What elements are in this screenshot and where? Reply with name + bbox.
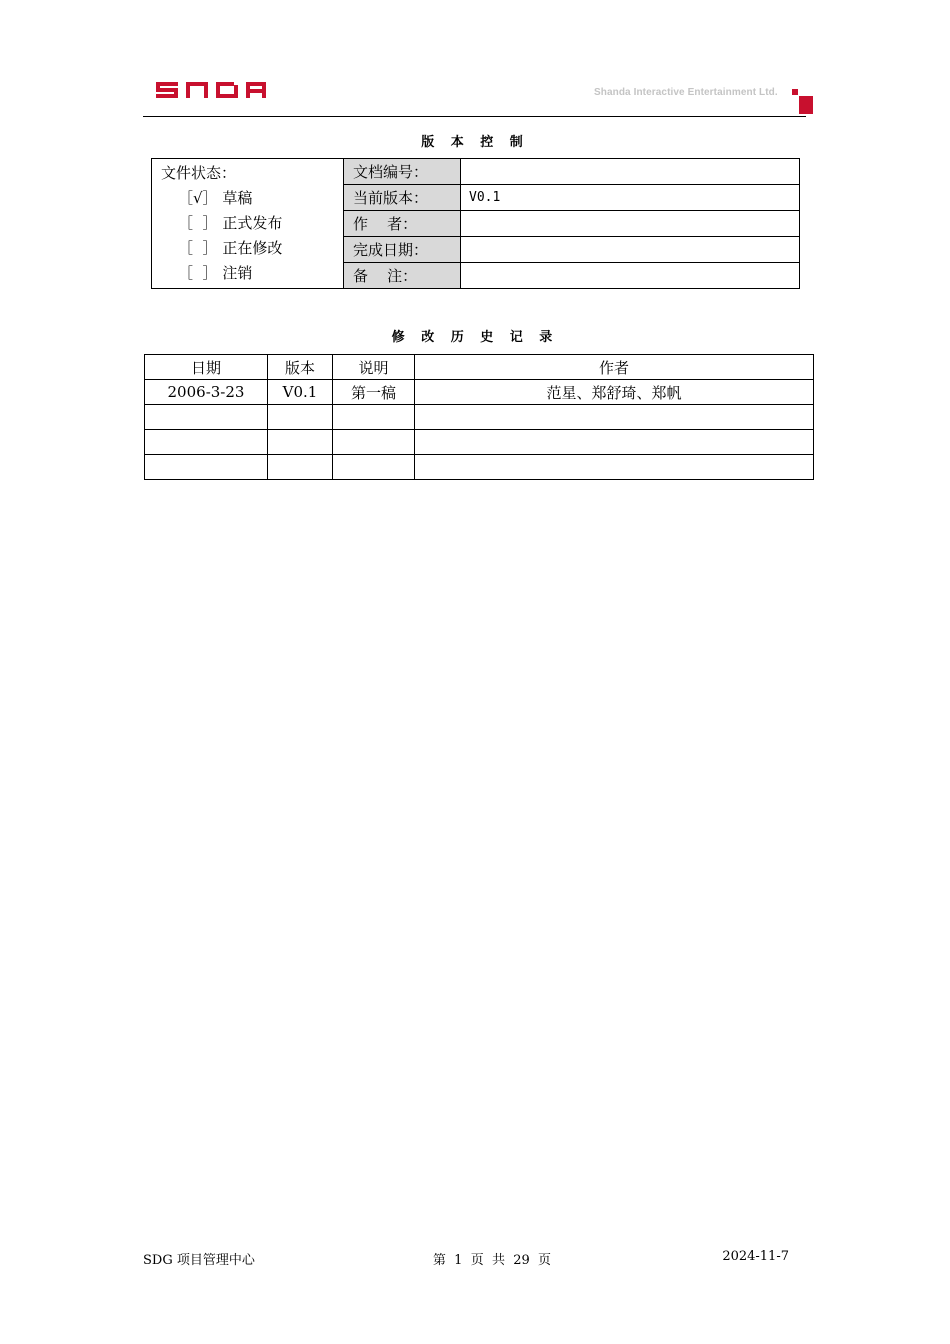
completion-date-value bbox=[461, 237, 800, 263]
current-version-value: V0.1 bbox=[461, 185, 800, 211]
footer-page-number: 第 1 页 共 29 页 bbox=[432, 1253, 552, 1268]
cell-description bbox=[333, 455, 415, 480]
cell-version bbox=[268, 430, 333, 455]
table-row bbox=[145, 430, 814, 455]
revision-history-table bbox=[144, 354, 814, 480]
doc-number-label: 文档编号： bbox=[344, 159, 461, 185]
completion-date-label: 完成日期： bbox=[344, 237, 461, 263]
cell-version: V0.1 bbox=[268, 380, 333, 405]
current-version-label: 当前版本： bbox=[344, 185, 461, 211]
author-label: 作 者： bbox=[344, 211, 461, 237]
status-option-modifying: ［ ］ 正在修改 bbox=[178, 239, 283, 257]
revision-history-title: 修 改 历 史 记 录 bbox=[391, 330, 559, 345]
cell-date bbox=[145, 430, 268, 455]
column-header-author: 作者 bbox=[415, 355, 814, 380]
cell-description bbox=[333, 430, 415, 455]
company-name: Shanda Interactive Entertainment Ltd. bbox=[594, 87, 778, 98]
footer-date: 2024-11-7 bbox=[722, 1249, 789, 1264]
cell-version bbox=[268, 455, 333, 480]
remarks-value bbox=[461, 263, 800, 289]
table-row bbox=[145, 405, 814, 430]
status-option-draft: ［√］ 草稿 bbox=[178, 189, 253, 207]
cell-date bbox=[145, 455, 268, 480]
status-option-cancelled: ［ ］ 注销 bbox=[178, 264, 253, 282]
status-option-released: ［ ］ 正式发布 bbox=[178, 214, 283, 232]
cell-author bbox=[415, 455, 814, 480]
brand-square-large bbox=[799, 96, 813, 114]
brand-square-small bbox=[792, 89, 798, 95]
cell-description: 第一稿 bbox=[333, 380, 415, 405]
table-header-row bbox=[145, 355, 814, 380]
version-control-title: 版 本 控 制 bbox=[421, 135, 529, 150]
cell-version bbox=[268, 405, 333, 430]
cell-author: 范星、郑舒琦、郑帆 bbox=[415, 380, 814, 405]
column-header-version: 版本 bbox=[268, 355, 333, 380]
column-header-description: 说明 bbox=[333, 355, 415, 380]
cell-author bbox=[415, 405, 814, 430]
cell-author bbox=[415, 430, 814, 455]
remarks-label: 备 注： bbox=[344, 263, 461, 289]
table-row bbox=[145, 455, 814, 480]
cell-date: 2006-3-23 bbox=[145, 380, 268, 405]
cell-description bbox=[333, 405, 415, 430]
author-value bbox=[461, 211, 800, 237]
doc-number-value bbox=[461, 159, 800, 185]
version-control-table bbox=[151, 158, 800, 289]
header-divider bbox=[143, 116, 806, 117]
column-header-date: 日期 bbox=[145, 355, 268, 380]
footer-department: SDG 项目管理中心 bbox=[143, 1253, 255, 1268]
file-status-label: 文件状态： bbox=[161, 164, 237, 182]
file-status-cell bbox=[152, 159, 344, 289]
snda-logo bbox=[156, 80, 268, 100]
table-row bbox=[145, 380, 814, 405]
cell-date bbox=[145, 405, 268, 430]
